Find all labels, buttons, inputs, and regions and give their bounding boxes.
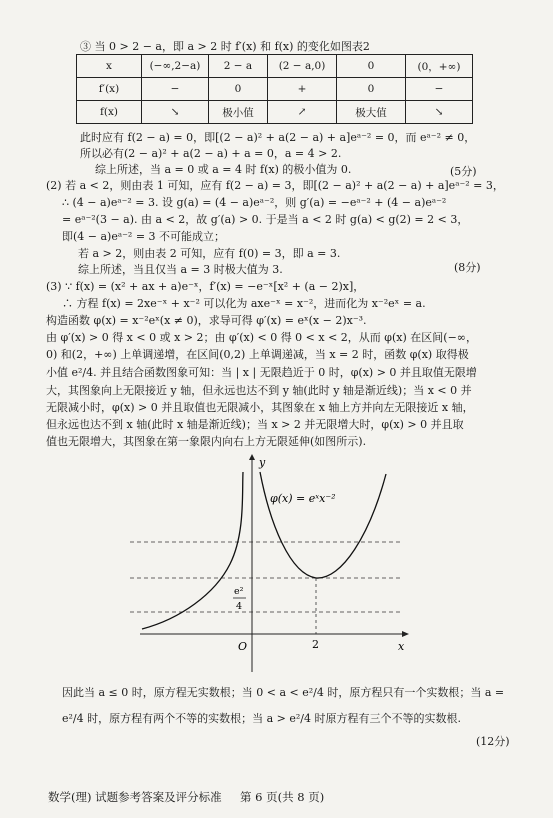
left-branch-curve — [142, 472, 243, 629]
table-cell: (2 − a,0) — [268, 55, 337, 78]
x-axis-label: x — [398, 640, 405, 653]
table-cell: 0 — [337, 55, 406, 78]
text-line: 小值 e²/4. 并且结合函数图象可知：当 | x | 无限趋近于 0 时，φ(x) > 0 并且取值无限增 — [46, 366, 477, 379]
text-line: 值也无限增大，其图象在第一象限内向右上方无限延伸(如图所示). — [46, 435, 367, 448]
table-cell: f(x) — [77, 101, 142, 124]
x-axis-arrow-icon — [402, 631, 409, 637]
table-cell: − — [406, 78, 473, 101]
x-tick-label: 2 — [312, 638, 319, 651]
table-cell: − — [142, 78, 209, 101]
text-line: 大，其图象向上无限接近 y 轴，但永远也达不到 y 轴(此时 y 轴是渐近线)；当 x < 0 并 — [46, 384, 472, 397]
text-line: e²/4 时，原方程有两个不等的实数根；当 a > e²/4 时原方程有三个不等的实数根. — [62, 712, 462, 725]
table-cell: x — [77, 55, 142, 78]
text-line: ∴ 方程 f(x) = 2xe⁻ˣ + x⁻² 可以化为 axe⁻ˣ = x⁻²，进而化为 x⁻²eˣ = a. — [62, 297, 426, 310]
text-line: 此时应有 f(2 − a) = 0，即[(2 − a)² + a(2 − a) + a]eᵃ⁻² = 0，而 eᵃ⁻² ≠ 0， — [80, 131, 476, 144]
score-label: (8分) — [454, 261, 481, 274]
text-line: ∴ (4 − a)eᵃ⁻² = 3. 设 g(a) = (4 − a)eᵃ⁻²，则 g′(a) = −eᵃ⁻² + (4 − a)eᵃ⁻² — [62, 196, 447, 209]
score-label: (12分) — [476, 735, 510, 748]
table-row — [77, 55, 473, 78]
text-line: 无限减小时，φ(x) > 0 并且取值也无限减小，其图象在 x 轴上方并向左无限接近 x 轴， — [46, 401, 474, 414]
text-line: (3) ∵ f(x) = (x² + ax + a)e⁻ˣ，f′(x) = −e⁻ˣ[x² + (a − 2)x]， — [46, 280, 365, 293]
table-cell: ↘ — [142, 101, 209, 124]
right-branch-curve — [260, 472, 386, 578]
table-cell: (0，+∞) — [406, 55, 473, 78]
text-line: 若 a > 2，则由表 2 可知，应有 f(0) = 3，即 a = 3. — [78, 247, 341, 260]
table-cell: (−∞,2−a) — [142, 55, 209, 78]
table-cell: 0 — [209, 78, 268, 101]
table-cell: ↗ — [268, 101, 337, 124]
function-graph — [130, 454, 420, 676]
min-value-denominator: 4 — [236, 601, 243, 612]
table-row — [77, 78, 473, 101]
y-axis-arrow-icon — [249, 454, 255, 460]
text-line: (2) 若 a < 2，则由表 1 可知，应有 f(2 − a) = 3，即[(2 − a)² + a(2 − a) + a]eᵃ⁻² = 3， — [46, 179, 504, 192]
text-line: 即(4 − a)eᵃ⁻² = 3 不可能成立； — [62, 230, 226, 243]
text-line: 综上所述，当且仅当 a = 3 时极大值为 3. — [78, 263, 283, 276]
text-line: 0) 和(2，+∞) 上单调递增，在区间(0,2) 上单调递减，当 x = 2 时，函数 φ(x) 取得极 — [46, 348, 469, 361]
text-line: 由 φ′(x) > 0 得 x < 0 或 x > 2；由 φ′(x) < 0 得 0 < x < 2，从而 φ(x) 在区间(−∞， — [46, 331, 477, 344]
text-line: ③ 当 0 > 2 − a，即 a > 2 时 f′(x) 和 f(x) 的变化如图表2 — [80, 40, 370, 53]
table-cell: f′(x) — [77, 78, 142, 101]
text-line: 综上所述，当 a = 0 或 a = 4 时 f(x) 的极小值为 0. — [95, 163, 352, 176]
table-cell: 2 − a — [209, 55, 268, 78]
score-label: (5分) — [450, 165, 477, 178]
text-line: = eᵃ⁻²(3 − a). 由 a < 2，故 g′(a) > 0. 于是当 a < 2 时 g(a) < g(2) = 2 < 3， — [62, 213, 469, 226]
table-cell: 极小值 — [209, 101, 268, 124]
table-cell: 0 — [337, 78, 406, 101]
footer-page-number: 第 6 页(共 8 页) — [240, 790, 325, 804]
y-axis-label: y — [259, 456, 266, 469]
variation-table-2 — [76, 54, 473, 124]
text-line: 所以必有(2 − a)² + a(2 − a) + a = 0，a = 4 > 2. — [80, 147, 342, 160]
table-row — [77, 101, 473, 124]
table-cell: + — [268, 78, 337, 101]
table-cell: 极大值 — [337, 101, 406, 124]
footer-subject: 数学(理) 试题参考答案及评分标准 — [48, 790, 222, 804]
function-label: φ(x) = eˣx⁻² — [270, 492, 336, 505]
text-line: 但永远也达不到 x 轴(此时 x 轴是渐近线)；当 x > 2 并无限增大时，φ(x) > 0 并且取 — [46, 418, 464, 431]
text-line: 因此当 a ≤ 0 时，原方程无实数根；当 0 < a < e²/4 时，原方程只有一个实数根；当 a = — [62, 686, 505, 699]
origin-label: O — [238, 640, 248, 653]
table-cell: ↘ — [406, 101, 473, 124]
text-line: 构造函数 φ(x) = x⁻²eˣ(x ≠ 0)，求导可得 φ′(x) = eˣ(x − 2)x⁻³. — [46, 314, 367, 327]
min-value-numerator: e² — [234, 586, 244, 597]
